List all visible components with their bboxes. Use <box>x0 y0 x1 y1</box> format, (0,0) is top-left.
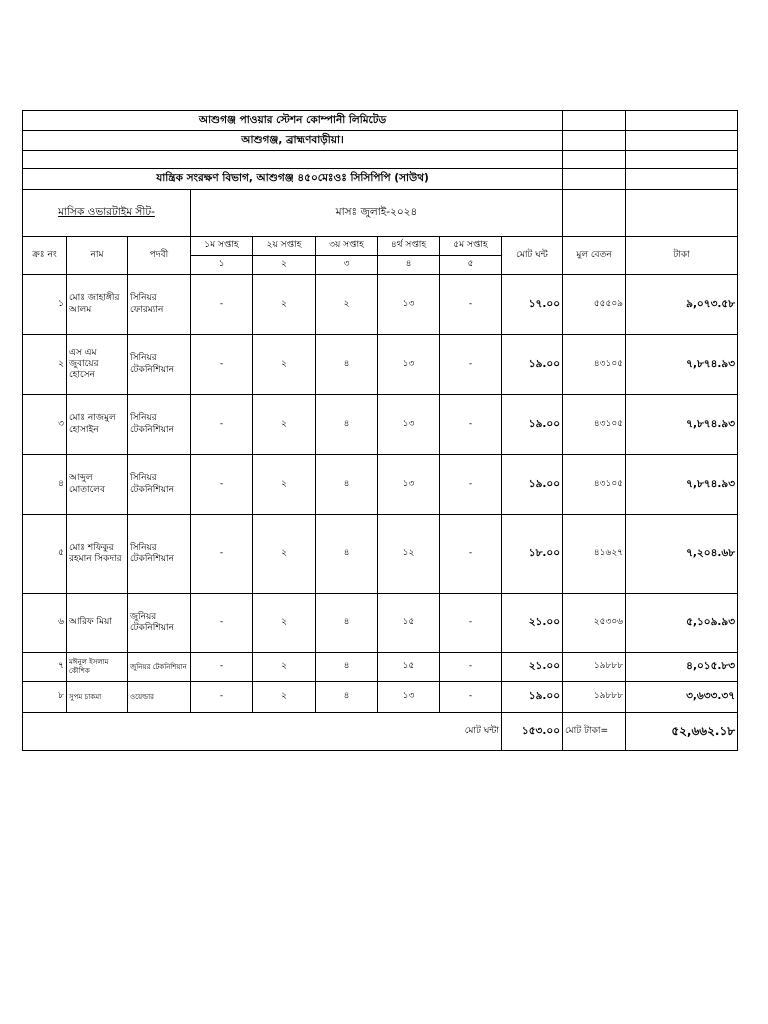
col-week-4: ৪র্থ সপ্তাহ <box>378 237 440 256</box>
row-amount: ৭,৮৭৪.৯৩ <box>626 455 738 515</box>
row-salary: ১৯৮৮৮ <box>563 653 626 682</box>
table-row <box>23 395 738 455</box>
row-week-1: - <box>191 594 253 653</box>
row-week-3: ৪ <box>316 594 378 653</box>
week-number-5: ৫ <box>440 256 502 275</box>
row-salary: ৪৩১০৫ <box>563 395 626 455</box>
week-number-1: ১ <box>191 256 253 275</box>
col-week-5: ৫ম সপ্তাহ <box>440 237 502 256</box>
row-designation: সিনিয়র টেকনিশিয়ান <box>128 455 191 515</box>
row-week-1: - <box>191 515 253 594</box>
row-week-2: ২ <box>253 335 316 395</box>
row-designation: জুনিয়র টেকনিশিয়ান <box>128 653 191 682</box>
row-designation: সিনিয়র ফোরম্যান <box>128 275 191 335</box>
row-designation: সিনিয়র টেকনিশিয়ান <box>128 335 191 395</box>
table-row <box>23 455 738 515</box>
col-designation: পদবী <box>128 237 191 275</box>
row-week-1: - <box>191 335 253 395</box>
row-name: মোঃ শফিকুর রহমান সিকদার <box>67 515 128 594</box>
totals-row <box>23 713 738 751</box>
table-row <box>23 275 738 335</box>
row-week-2: ২ <box>253 594 316 653</box>
table-row <box>23 653 738 682</box>
table-row <box>23 682 738 713</box>
col-week-3: ৩য় সপ্তাহ <box>316 237 378 256</box>
week-number-4: ৪ <box>378 256 440 275</box>
row-week-4: ১২ <box>378 515 440 594</box>
row-name: সুপম চাকমা <box>67 682 128 713</box>
row-week-2: ২ <box>253 395 316 455</box>
row-week-1: - <box>191 275 253 335</box>
row-hours: ১৯.০০ <box>502 395 563 455</box>
table-row <box>23 335 738 395</box>
overtime-sheet <box>22 110 738 751</box>
week-number-2: ২ <box>253 256 316 275</box>
row-amount: ৭,২০৪.৬৮ <box>626 515 738 594</box>
table-row <box>23 515 738 594</box>
row-designation: ওয়েল্ডার <box>128 682 191 713</box>
row-week-1: - <box>191 395 253 455</box>
row-salary: ৪৩১০৫ <box>563 455 626 515</box>
department-title: যান্ত্রিক সংরক্ষণ বিভাগ, আশুগঞ্জ ৪৫০মেঃওঃ সিসিপিপি (সাউথ) <box>23 169 563 190</box>
row-week-5: - <box>440 395 502 455</box>
row-amount: ৭,৮৭৪.৯৩ <box>626 395 738 455</box>
row-amount: ৩,৬৩৩.৩৭ <box>626 682 738 713</box>
row-designation: জুনিয়র টেকনিশিয়ান <box>128 594 191 653</box>
row-salary: ১৯৮৮৮ <box>563 682 626 713</box>
row-week-3: ৪ <box>316 335 378 395</box>
row-week-1: - <box>191 653 253 682</box>
row-week-5: - <box>440 455 502 515</box>
row-week-5: - <box>440 653 502 682</box>
row-hours: ১৯.০০ <box>502 455 563 515</box>
row-amount: ৫,১০৯.৯৩ <box>626 594 738 653</box>
row-salary: ২৫৩০৬ <box>563 594 626 653</box>
row-salary: ৪১৬২৭ <box>563 515 626 594</box>
row-week-2: ২ <box>253 682 316 713</box>
total-hours-value: ১৫৩.০০ <box>502 713 563 751</box>
row-name: আরিফ মিয়া <box>67 594 128 653</box>
col-serial: ক্রঃ নং <box>23 237 67 275</box>
table-row <box>23 594 738 653</box>
row-serial: ৭ <box>23 653 67 682</box>
row-hours: ২১.০০ <box>502 653 563 682</box>
row-week-3: ৪ <box>316 653 378 682</box>
row-hours: ১৯.০০ <box>502 682 563 713</box>
company-name: আশুগঞ্জ পাওয়ার স্টেশন কোম্পানী লিমিটেড <box>23 111 563 131</box>
row-serial: ৮ <box>23 682 67 713</box>
row-week-4: ১৩ <box>378 455 440 515</box>
row-amount: ৯,০৭৩.৫৮ <box>626 275 738 335</box>
row-amount: ৪,০১৫.৮৩ <box>626 653 738 682</box>
row-week-5: - <box>440 515 502 594</box>
row-week-5: - <box>440 335 502 395</box>
row-name: মোঃ নাজমুল হোসাইন <box>67 395 128 455</box>
row-week-2: ২ <box>253 653 316 682</box>
row-name: আব্দুল মোতালেব <box>67 455 128 515</box>
row-serial: ২ <box>23 335 67 395</box>
row-salary: ৫৫৫০৯ <box>563 275 626 335</box>
row-week-3: ২ <box>316 275 378 335</box>
week-number-3: ৩ <box>316 256 378 275</box>
row-salary: ৪৩১০৫ <box>563 335 626 395</box>
row-week-4: ১৩ <box>378 682 440 713</box>
row-designation: সিনিয়র টেকনিশিয়ান <box>128 515 191 594</box>
month-label: মাসঃ জুলাই-২০২৪ <box>191 190 563 237</box>
row-week-2: ২ <box>253 455 316 515</box>
row-week-2: ২ <box>253 515 316 594</box>
row-name: মঈনুল ইসলাম কৌশিক <box>67 653 128 682</box>
row-hours: ১৭.০০ <box>502 275 563 335</box>
col-basic-salary: মুল বেতন <box>563 237 626 275</box>
row-week-4: ১৫ <box>378 653 440 682</box>
company-address: আশুগঞ্জ, ব্রাহ্মণবাড়ীয়া। <box>23 131 563 151</box>
row-week-2: ২ <box>253 275 316 335</box>
col-name: নাম <box>67 237 128 275</box>
col-amount: টাকা <box>626 237 738 275</box>
row-serial: ৩ <box>23 395 67 455</box>
row-serial: ৪ <box>23 455 67 515</box>
col-week-2: ২য় সপ্তাহ <box>253 237 316 256</box>
total-hours-label: মোট ঘন্টা <box>23 713 502 751</box>
row-week-3: ৪ <box>316 395 378 455</box>
row-week-3: ৪ <box>316 455 378 515</box>
row-week-5: - <box>440 275 502 335</box>
row-week-4: ১৩ <box>378 395 440 455</box>
row-designation: সিনিয়র টেকনিশিয়ান <box>128 395 191 455</box>
row-week-4: ১৩ <box>378 335 440 395</box>
row-serial: ১ <box>23 275 67 335</box>
row-week-1: - <box>191 455 253 515</box>
row-hours: ১৯.০০ <box>502 335 563 395</box>
row-serial: ৬ <box>23 594 67 653</box>
row-week-1: - <box>191 682 253 713</box>
col-week-1: ১ম সপ্তাহ <box>191 237 253 256</box>
row-week-4: ১৫ <box>378 594 440 653</box>
sheet-title: মাসিক ওভারটাইম সীট- <box>23 190 191 237</box>
row-serial: ৫ <box>23 515 67 594</box>
row-name: মোঃ জাহাঙ্গীর আলম <box>67 275 128 335</box>
row-name: এস এম জুবায়ের হোসেন <box>67 335 128 395</box>
row-week-5: - <box>440 682 502 713</box>
row-amount: ৭,৮৭৪.৯৩ <box>626 335 738 395</box>
row-week-3: ৪ <box>316 682 378 713</box>
row-week-5: - <box>440 594 502 653</box>
row-hours: ২১.০০ <box>502 594 563 653</box>
total-amount-value: ৫২,৬৬২.১৮ <box>626 713 738 751</box>
row-week-3: ৪ <box>316 515 378 594</box>
row-hours: ১৮.০০ <box>502 515 563 594</box>
row-week-4: ১৩ <box>378 275 440 335</box>
total-amount-label: মোট টাকা= <box>563 713 626 751</box>
col-total-hours: মোট ঘন্ট <box>502 237 563 275</box>
